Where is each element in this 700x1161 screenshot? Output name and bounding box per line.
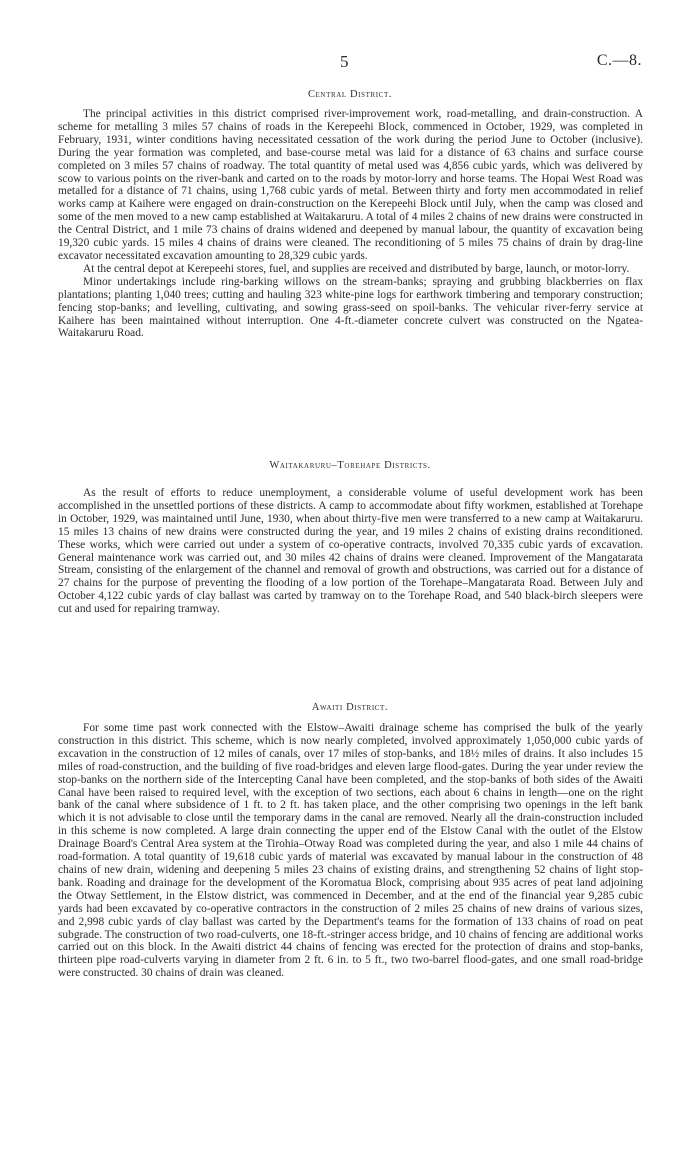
paragraph: For some time past work connected with the Elstow–Awaiti drainage scheme has comprised the bulk of the yearly construction in this district. This scheme, which is now nearly completed, involved approximately 1,050,000 cubic yards of excavation in the construction of 12 miles of canals, over 17 miles of stop-banks, and 18½ miles of drains. It also includes 15 miles of road-construction, and the building of five road-bridges and eleven large flood-gates. During the year under review the stop-banks on the northern side of the Intercepting Canal have been completed, and the stop-banks of both sides of the Awaiti Canal have been raised to required level, with the exception of two sections, each about 6 chains in length—one on the right bank of the canal where subsidence of 1 ft. to 2 ft. has taken place, and the other comprising two openings in the left bank which it is not advisable to close until the temporary dams in the canal are removed. Nearly all the drain-construction included in this scheme is now completed. A large drain connecting the upper end of the Elstow Canal with the outlet of the Elstow Drainage Board's Central Area system at the Tirohia–Otway Road was completed during the year, and also 1 mile 44 chains of road-formation. A total quantity of 19,618 cubic yards of material was excavated by manual labour in the construction of 48 chains of new drain, widening and deepening 5 miles 23 chains of existing drains, and strengthening 52 chains of light stop-bank. Roading and drainage for the development of the Koromatua Block, comprising about 935 acres of peat land adjoining the Otway Settlement, in the Elstow district, was commenced in December, and at the end of the financial year 9,285 cubic yards had been excavated by co-operative contractors in the construction of 2 miles 25 chains of new drains of various sizes, and 2,998 cubic yards of clay ballast was carted by the Department's teams for the formation of 133 chains of road on peat subgrade. The construction of two road-culverts, one 18-ft.-stringer access bridge, and 10 chains of fencing are additional works carried out on this block. In the Awaiti district 44 chains of fencing was erected for the protection of drains and stop-banks, thirteen pipe road-culverts varying in diameter from 2 ft. 6 in. to 5 ft., two two-barrel flood-gates, and one small road-bridge were constructed. 30 chains of drain was cleaned.	[58, 722, 643, 980]
document-reference: C.—8.	[596, 52, 642, 69]
section-awaiti-district	[58, 722, 643, 980]
paragraph: Minor undertakings include ring-barking willows on the stream-banks; spraying and grubbing blackberries on flax plantations; planting 1,040 trees; cutting and hauling 323 white-pine logs for earthwork timbering and temporary construction; fencing stop-banks; and levelling, cultivating, and sowing grass-seed on spoil-banks. The vehicular river-ferry service at Kaihere has been maintained without interruption. One 4-ft.-diameter concrete culvert was constructed on the Ngatea-Waitakaruru Road.	[58, 275, 643, 340]
page-number: 5	[340, 52, 349, 71]
page-header	[0, 52, 700, 72]
section-waitakaruru-torehape	[58, 487, 643, 616]
paragraph: At the central depot at Kerepeehi stores, fuel, and supplies are received and distributed by barge, launch, or motor-lorry.	[83, 262, 630, 275]
heading-central-district: Central District.	[307, 89, 393, 100]
paragraph: As the result of efforts to reduce unemployment, a considerable volume of useful development work has been accomplished in the unsettled portions of these districts. A camp to accommodate about fifty workmen, established at Torehape in October, 1929, was maintained until June, 1930, when about thirty-five men were transferred to a new camp at Waitakaruru. 15 miles 13 chains of new drains were constructed during the year, and 19 miles 2 chains of existing drains reconditioned. These works, which were carried out under a system of co-operative contracts, involved 70,335 cubic yards of excavation. General maintenance work was carried out, and 30 miles 42 chains of drains were cleaned. Improvement of the Mangatarata Stream, consisting of the enlargement of the channel and removal of growth and obstructions, was carried out for a distance of 27 chains for the purpose of preventing the flooding of a low portion of the Torehape–Mangatarata Road. Between July and October 4,122 cubic yards of clay ballast was carted by tramway on to the Torehape Road, and 540 black-birch sleepers were cut and used for repairing tramway.	[58, 487, 643, 616]
heading-waitakaruru-torehape: Waitakaruru–Torehape Districts.	[269, 460, 431, 471]
paragraph: The principal activities in this district comprised river-improvement work, road-metalling, and drain-construction. A scheme for metalling 3 miles 57 chains of roads in the Kerepeehi Block, commenced in October, 1929, was completed in February, 1931, winter conditions having necessitated cessation of the work during the period June to October (inclusive). During the year formation was completed, and base-course metal was laid for a distance of 63 chains and surface course completed on 3 miles 57 chains of roadway. The total quantity of metal used was 4,856 cubic yards, which was delivered by scow to various points on the river-bank and carted on to the roads by motor-lorry and horse teams. The Hopai West Road was metalled for a distance of 71 chains, using 1,768 cubic yards of metal. Between thirty and forty men accommodated in relief works camp at Kaihere were engaged on drain-construction on the Kerepeehi Block until July, when the camp was closed and some of the men moved to a new camp established at Waitakaruru. A total of 4 miles 2 chains of new drains were constructed in the Central District, and 1 mile 73 chains of drains widened and deepened by manual labour, the quantity of excavation being 19,320 cubic yards. 15 miles 4 chains of drains were cleaned. The reconditioning of 5 miles 75 chains of drain by drag-line excavator necessitated excavation amounting to 28,329 cubic yards.	[58, 108, 643, 262]
heading-awaiti-district: Awaiti District.	[311, 702, 389, 713]
section-central-district	[58, 108, 643, 340]
